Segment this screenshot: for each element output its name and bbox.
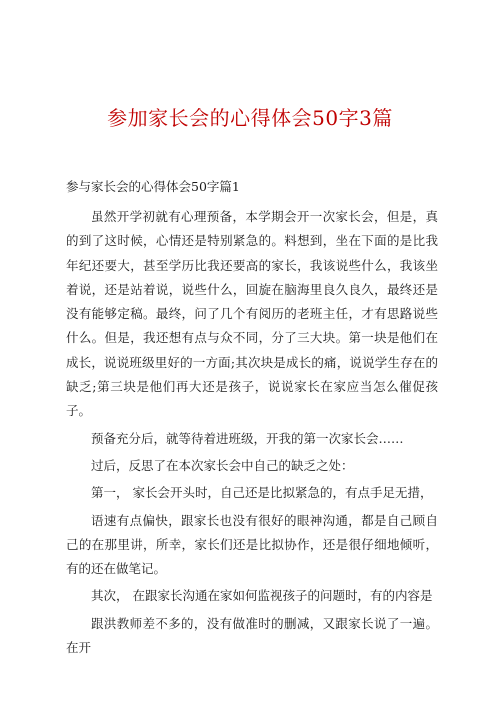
- paragraph-2: 预备充分后，就等待着进班级，开我的第一次家长会……: [91, 430, 404, 446]
- document-title: 参加家长会的心得体会50字3篇: [107, 106, 393, 130]
- paragraph-1: 虽然开学初就有心理预备，本学期会开一次家长会，但是，真的到了这时候，心情还是特别紧急的。料想到，坐在下面的是比我年纪还要大，甚至学历比我还要高的家长，我该说些什么，我该坐着说，还是站着说，说些什么，回旋在脑海里良久良久，最终还是没有能够定稿。最终，问了几个有阅历的老班主任，才有思路说些什么。但是，我还想有点与众不同，分了三大块。第一块是他们在成长，说说班级里好的一方面;其次块是成长的痛，说说学生存在的缺乏;第三块是他们再大还是孩子，说说家长在家应当怎么催促孩子。: [66, 209, 438, 419]
- paragraph-4: 第一， 家长会开头时，自己还是比拟紧急的，有点手足无措，: [91, 485, 433, 501]
- section-subtitle: 参与家长会的心得体会50字篇1: [66, 179, 240, 194]
- paragraph-6: 其次， 在跟家长沟通在家如何监视孩子的问题时，有的内容是: [91, 588, 433, 604]
- document-body: [66, 205, 438, 660]
- paragraph-3: 过后，反思了在本次家长会中自己的缺乏之处：: [91, 457, 354, 473]
- paragraph-5: 语速有点偏快，跟家长也没有很好的眼神沟通，都是自己顾自己的在那里讲，所幸，家长们还是比拟协作，还是很仔细地倾听，有的还在做笔记。: [66, 512, 438, 577]
- paragraph-7: 跟洪教师差不多的，没有做准时的删减，又跟家长说了一遍。在开: [66, 615, 438, 656]
